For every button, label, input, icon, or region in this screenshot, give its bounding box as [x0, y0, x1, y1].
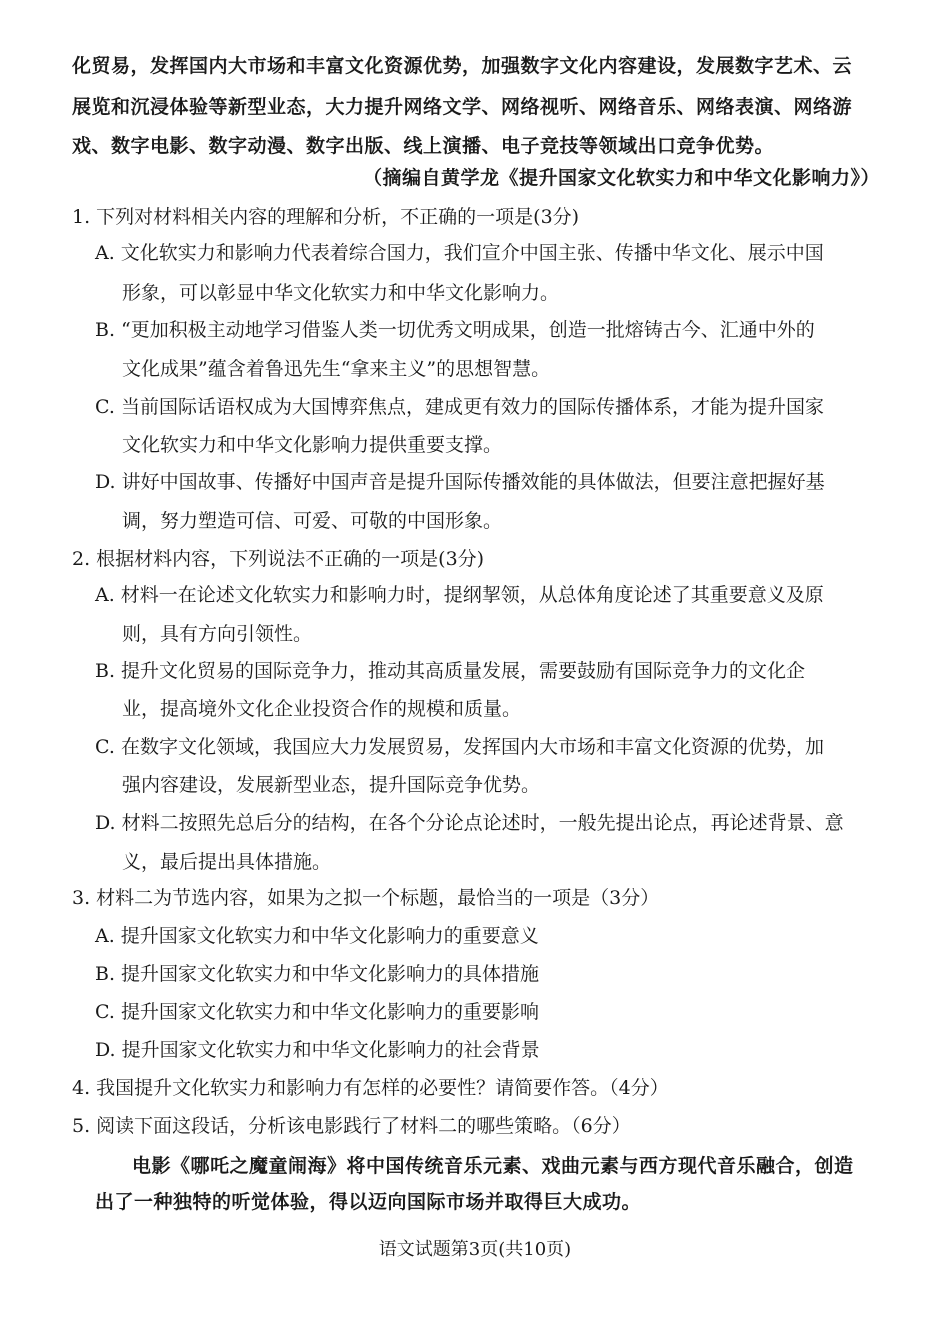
question-2-stem: 2. 根据材料内容，下列说法不正确的一项是(3分) — [72, 548, 485, 570]
q3-option-b: B. 提升国家文化软实力和中华文化影响力的具体措施 — [95, 963, 540, 985]
q2-option-a-cont: 则，具有方向引领性。 — [122, 623, 313, 645]
question-4-stem: 4. 我国提升文化软实力和影响力有怎样的必要性？请简要作答。（4分） — [72, 1077, 669, 1099]
q5-passage-line: 电影《哪吒之魔童闹海》将中国传统音乐元素、戏曲元素与西方现代音乐融合，创造 — [132, 1155, 854, 1177]
question-3-stem: 3. 材料二为节选内容，如果为之拟一个标题，最恰当的一项是（3分） — [72, 887, 660, 909]
question-5-stem: 5. 阅读下面这段话，分析该电影践行了材料二的哪些策略。（6分） — [72, 1115, 631, 1137]
q3-option-d: D. 提升国家文化软实力和中华文化影响力的社会背景 — [95, 1039, 540, 1061]
q1-option-c: C. 当前国际话语权成为大国博弈焦点，建成更有效力的国际传播体系，才能为提升国家 — [95, 396, 824, 418]
q1-option-a: A. 文化软实力和影响力代表着综合国力，我们宣介中国主张、传播中华文化、展示中国 — [95, 242, 824, 264]
question-1-stem: 1. 下列对材料相关内容的理解和分析，不正确的一项是(3分) — [72, 206, 580, 228]
q1-option-b: B. “更加积极主动地学习借鉴人类一切优秀文明成果，创造一批熔铸古今、汇通中外的 — [95, 319, 815, 341]
q2-option-a: A. 材料一在论述文化软实力和影响力时，提纲挈领，从总体角度论述了其重要意义及原 — [95, 584, 824, 606]
passage-source: （摘编自黄学龙《提升国家文化软实力和中华文化影响力》） — [362, 167, 880, 189]
q1-option-c-cont: 文化软实力和中华文化影响力提供重要支撑。 — [122, 434, 503, 456]
q3-option-c: C. 提升国家文化软实力和中华文化影响力的重要影响 — [95, 1001, 539, 1023]
q2-option-b: B. 提升文化贸易的国际竞争力，推动其高质量发展，需要鼓励有国际竞争力的文化企 — [95, 660, 806, 682]
passage-line: 戏、数字电影、数字动漫、数字出版、线上演播、电子竞技等领域出口竞争优势。 — [72, 135, 775, 157]
q3-option-a: A. 提升国家文化软实力和中华文化影响力的重要意义 — [95, 925, 539, 947]
q1-option-d-cont: 调，努力塑造可信、可爱、可敬的中国形象。 — [122, 510, 503, 532]
q2-option-b-cont: 业，提高境外文化企业投资合作的规模和质量。 — [122, 698, 522, 720]
q5-passage-line: 出了一种独特的听觉体验，得以迈向国际市场并取得巨大成功。 — [95, 1191, 642, 1213]
page-footer: 语文试题第3页(共10页) — [378, 1239, 572, 1260]
q2-option-c: C. 在数字文化领域，我国应大力发展贸易，发挥国内大市场和丰富文化资源的优势，加 — [95, 736, 824, 758]
q2-option-d: D. 材料二按照先总后分的结构，在各个分论点论述时，一般先提出论点，再论述背景、意 — [95, 812, 844, 834]
q1-option-a-cont: 形象，可以彰显中华文化软实力和中华文化影响力。 — [122, 282, 560, 304]
q2-option-c-cont: 强内容建设，发展新型业态，提升国际竞争优势。 — [122, 774, 541, 796]
q1-option-d: D. 讲好中国故事、传播好中国声音是提升国际传播效能的具体做法，但要注意把握好基 — [95, 471, 825, 493]
passage-line: 化贸易，发挥国内大市场和丰富文化资源优势，加强数字文化内容建设，发展数字艺术、云 — [72, 55, 853, 77]
passage-line: 展览和沉浸体验等新型业态，大力提升网络文学、网络视听、网络音乐、网络表演、网络游 — [72, 96, 853, 118]
q2-option-d-cont: 义，最后提出具体措施。 — [122, 851, 332, 873]
q1-option-b-cont: 文化成果”蕴含着鲁迅先生“拿来主义”的思想智慧。 — [122, 358, 551, 380]
